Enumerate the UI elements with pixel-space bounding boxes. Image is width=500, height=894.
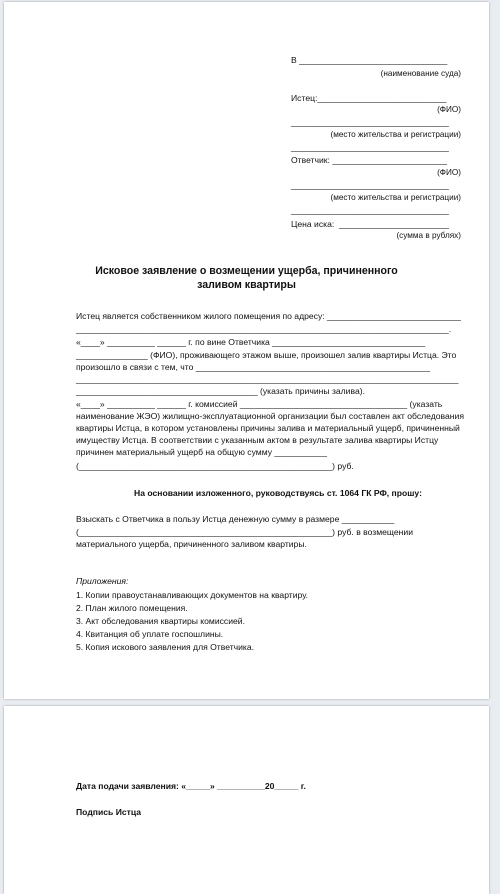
court-line: В _______________________________: [291, 55, 448, 65]
body-line: материального ущерба, причиненного заливом квартиры.: [76, 539, 307, 549]
body-line: квартиры Истца, в котором установлены причины залива и материальный ущерб, причиненный: [76, 423, 460, 433]
signature-label: Подпись Истца: [76, 807, 142, 817]
defendant-line: Ответчик: ________________________: [291, 155, 448, 165]
body-line: Истец является собственником жилого помещения по адресу: ____________________________: [76, 311, 461, 321]
document-page-2: [4, 706, 489, 894]
defendant-blank: _________________________________: [291, 180, 449, 190]
body-line: Взыскать с Ответчика в пользу Истца денежную сумму в размере ___________: [76, 514, 395, 524]
plaintiff-fio-caption: (ФИО): [437, 105, 461, 114]
attachment-item: 2. План жилого помещения.: [76, 603, 188, 613]
defendant-blank-2: _________________________________: [291, 205, 449, 215]
body-line: наименование ЖЭО) жилищно-эксплуатационной организации был составлен акт обследования: [76, 411, 464, 421]
court-caption: (наименование суда): [380, 69, 461, 78]
plaintiff-blank-2: _________________________________: [291, 142, 449, 152]
plaintiff-blank: _________________________________: [291, 117, 449, 127]
body-line: (_____________________________________________________) руб. в возмещении: [76, 527, 414, 537]
body-line: имуществу Истца. В соответствии с указанным актом в результате залива квартиры Истцу: [76, 435, 439, 445]
document-page-1: [4, 2, 489, 699]
attachment-item: 4. Квитанция об уплате госпошлины.: [76, 629, 224, 639]
attachment-item: 5. Копия искового заявления для Ответчика.: [76, 642, 255, 652]
attachment-item: 3. Акт обследования квартиры комиссией.: [76, 616, 245, 626]
body-line: _______________ (ФИО), проживающего этажом выше, произошел залив квартиры Истца. Это: [76, 350, 457, 360]
body-line: произошло в связи с тем, что _________________________________________________: [76, 362, 430, 372]
body-line: ______________________________________ (указать причины залива).: [76, 386, 365, 396]
body-line: «____» __________ ______ г. комиссией ___________________________________ (указать: [76, 399, 443, 409]
claim-amount-line: Цена иска: _______________________: [291, 219, 449, 229]
claim-amount-caption: (сумма в рублях): [396, 231, 461, 240]
defendant-address-caption: (место жительства и регистрации): [330, 193, 461, 202]
body-line: ________________________________________________________________________________: [76, 374, 459, 384]
body-line: ______________________________________________________________________________.: [76, 324, 452, 334]
body-line: причинен материальный ущерб на общую сумму ___________: [76, 447, 327, 457]
document-title: Исковое заявление о возмещении ущерба, причиненного заливом квартиры: [95, 265, 398, 291]
plaintiff-line: Истец:___________________________: [291, 93, 447, 103]
plaintiff-address-caption: (место жительства и регистрации): [330, 130, 461, 139]
filing-date-line: Дата подачи заявления: «_____» __________20_____ г.: [76, 781, 306, 791]
body-line: (_____________________________________________________) руб.: [76, 461, 354, 471]
attachments-heading: Приложения:: [76, 576, 129, 586]
body-line: «____» __________ ______ г. по вине Ответчика ________________________________: [76, 337, 426, 347]
attachment-item: 1. Копии правоустанавливающих документов на квартиру.: [76, 590, 309, 600]
defendant-fio-caption: (ФИО): [437, 168, 461, 177]
basis-heading: На основании изложенного, руководствуясь ст. 1064 ГК РФ, прошу:: [134, 488, 422, 498]
